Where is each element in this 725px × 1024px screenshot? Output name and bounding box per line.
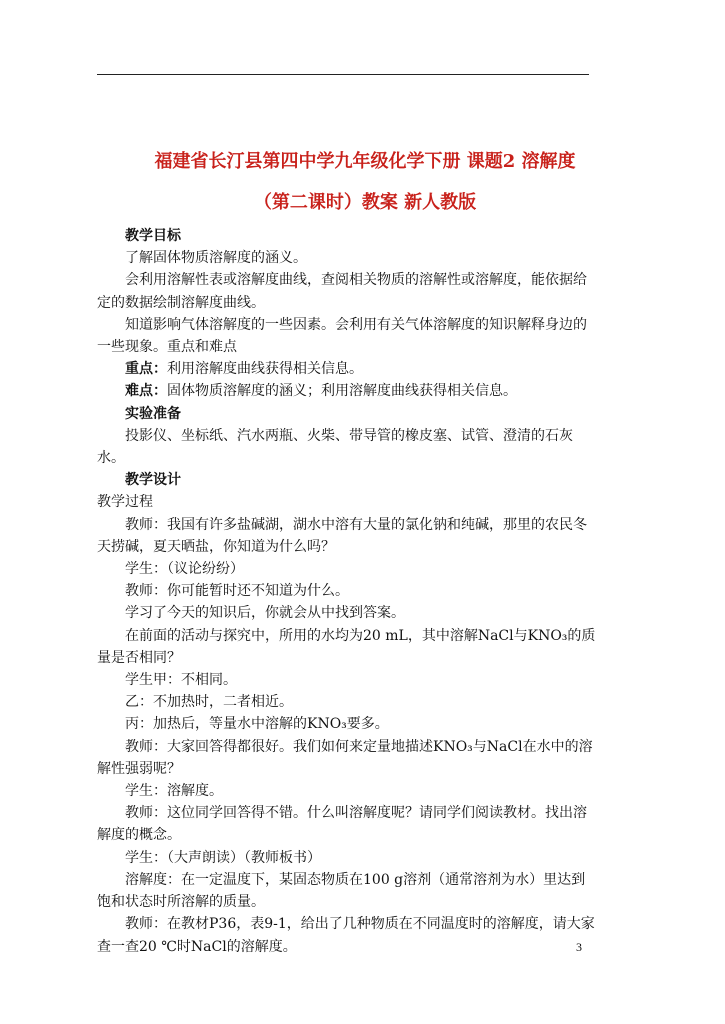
paragraph: 教师：你可能暂时还不知道为什么。 [125, 583, 349, 600]
paragraph: 丙：加热后，等量水中溶解的KNO₃要多。 [125, 716, 389, 733]
paragraph: 教师：我国有许多盐碱湖，湖水中溶有大量的氯化钠和纯碱，那里的农民冬天捞碱，夏天晒盐，你知道为什么吗？ [97, 516, 587, 555]
paragraph: 教师：在教材P36，表9-1，给出了几种物质在不同温度时的溶解度，请大家查一查20 ℃时NaCl的溶解度。 [97, 916, 595, 955]
header-rule [97, 74, 589, 75]
paragraph: 溶解度：在一定温度下，某固态物质在100 g溶剂（通常溶剂为水）里达到饱和状态时所溶解的质量。 [97, 871, 586, 911]
paragraph: 学生：溶解度。 [125, 783, 223, 800]
paragraph-teaching-process: 教学过程 [97, 494, 153, 511]
paragraph: 教师：这位同学回答得不错。什么叫溶解度呢？请同学们阅读教材。找出溶解度的概念。 [97, 805, 587, 844]
paragraph: 学习了今天的知识后，你就会从中找到答案。 [125, 605, 405, 622]
key-point-text: 利用溶解度曲线获得相关信息。 [167, 361, 363, 378]
paragraph: 会利用溶解性表或溶解度曲线，查阅相关物质的溶解性或溶解度，能依据给定的数据绘制溶解度曲线。 [97, 272, 587, 311]
document-body [97, 225, 597, 958]
paragraph: 学生甲：不相同。 [125, 672, 237, 689]
page-number: 3 [576, 940, 582, 954]
paragraph-difficult-point [97, 380, 597, 402]
key-point-label: 重点： [125, 361, 167, 378]
document-title-line-2: （第二课时）教案 新人教版 [253, 192, 477, 213]
document-title-line-1: 福建省长汀县第四中学九年级化学下册 课题2 溶解度 [154, 151, 576, 172]
paragraph-key-point [97, 358, 597, 380]
paragraph: 教师：大家回答得都很好。我们如何来定量地描述KNO₃与NaCl在水中的溶解性强弱呢？ [97, 738, 593, 777]
paragraph: 学生：（议论纷纷） [125, 561, 244, 578]
paragraph: 学生：（大声朗读）（教师板书） [125, 849, 321, 866]
paragraph: 了解固体物质溶解度的涵义。 [125, 250, 307, 267]
heading-experiment-prep: 实验准备 [125, 405, 181, 422]
difficult-point-label: 难点： [125, 383, 167, 400]
difficult-point-text: 固体物质溶解度的涵义；利用溶解度曲线获得相关信息。 [167, 383, 517, 400]
heading-teaching-goals: 教学目标 [125, 228, 181, 244]
heading-teaching-design: 教学设计 [125, 472, 181, 489]
paragraph: 在前面的活动与探究中，所用的水均为20 mL，其中溶解NaCl与KNO₃的质量是否相同？ [97, 627, 596, 666]
paragraph: 投影仪、坐标纸、汽水两瓶、火柴、带导管的橡皮塞、试管、澄清的石灰水。 [97, 427, 573, 467]
paragraph: 乙：不加热时，二者相近。 [125, 694, 293, 711]
paragraph: 知道影响气体溶解度的一些因素。会利用有关气体溶解度的知识解释身边的一些现象。重点和难点 [97, 316, 587, 356]
